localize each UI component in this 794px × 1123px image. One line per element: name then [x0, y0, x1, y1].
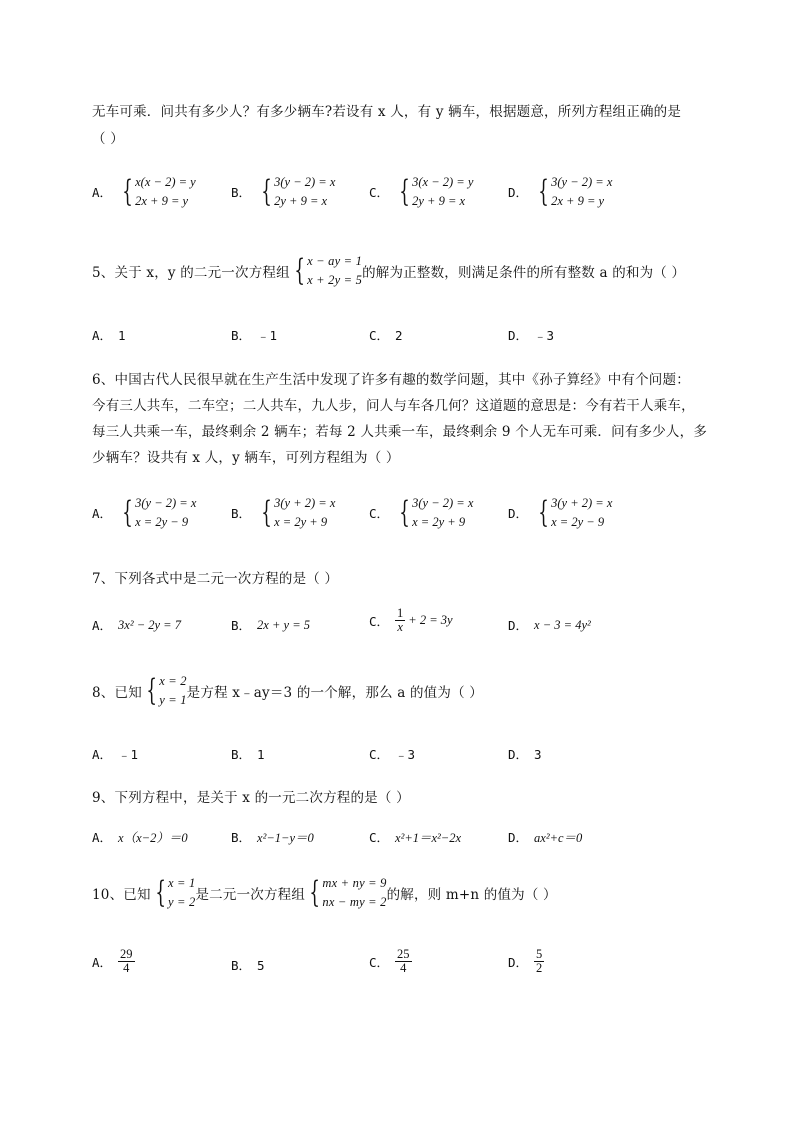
- q6-option-a[interactable]: [92, 494, 196, 532]
- equation-system: [118, 494, 196, 532]
- option-value: 1: [257, 746, 265, 762]
- equation-system: [142, 672, 187, 710]
- equation-system: [151, 874, 196, 912]
- equation-line: x = 2y − 9: [551, 515, 605, 529]
- option-label: D．: [508, 185, 529, 200]
- q5-suffix: 的解为正整数，则满足条件的所有整数 a 的和为（ ）: [362, 265, 686, 281]
- option-label: A．: [92, 328, 113, 343]
- brace-icon: {: [261, 495, 272, 530]
- q8-option-b[interactable]: [231, 745, 271, 763]
- fraction-numerator: 1: [397, 606, 404, 620]
- q10-prefix: 10、已知: [92, 887, 151, 903]
- q5-option-a[interactable]: [92, 326, 132, 344]
- q7-option-a[interactable]: [92, 616, 181, 634]
- option-label: D．: [508, 954, 529, 970]
- equation-system: [305, 874, 387, 912]
- q6-stem-line1: 6、中国古代人民很早就在生产生活中发现了许多有趣的数学问题，其中《孙子算经》中有个问题：: [92, 372, 690, 388]
- fraction-numerator: 29: [120, 947, 133, 961]
- equation-line: x(x − 2) = y: [135, 175, 196, 189]
- q10-middle: 是二元一次方程组: [195, 887, 306, 903]
- q10-option-a[interactable]: [92, 948, 135, 975]
- equation-line: y = 2: [167, 895, 196, 909]
- brace-icon: {: [122, 174, 133, 209]
- fraction-denominator: 4: [123, 961, 130, 975]
- option-value: ﹣3: [395, 747, 416, 762]
- q7-option-c[interactable]: [369, 607, 453, 634]
- fraction-numerator: 25: [397, 947, 410, 961]
- q8-suffix: 是方程 x﹣ay＝3 的一个解，那么 a 的值为（ ）: [186, 685, 483, 701]
- equation-line: 2x + 9 = y: [551, 194, 605, 208]
- option-label: A．: [92, 954, 113, 970]
- brace-icon: {: [309, 875, 321, 910]
- fraction: [395, 607, 405, 634]
- q4-stem-line2: （ ）: [92, 131, 124, 147]
- brace-icon: {: [261, 174, 272, 209]
- option-value: x − 3 = 4y²: [534, 617, 591, 632]
- option-label: C．: [369, 830, 390, 845]
- option-label: B．: [231, 185, 252, 200]
- option-label: A．: [92, 185, 113, 200]
- equation-line: 3(y − 2) = x: [135, 496, 197, 510]
- option-label: D．: [508, 328, 529, 343]
- equation-line: 3(y + 2) = x: [551, 496, 613, 510]
- q5-prefix: 5、关于 x，y 的二元一次方程组: [92, 265, 290, 281]
- option-value: 5: [257, 957, 265, 973]
- q5-stem: [92, 252, 685, 290]
- equation-system: [118, 173, 196, 211]
- option-label: B．: [231, 506, 252, 521]
- option-value: ax²+c＝0: [534, 831, 583, 845]
- q6-option-b[interactable]: [231, 494, 335, 532]
- q7-stem: 7、下列各式中是二元一次方程的是（ ）: [92, 571, 339, 587]
- q4-option-a[interactable]: [92, 173, 196, 211]
- q10-option-c[interactable]: [369, 948, 412, 975]
- equation-system: [257, 494, 335, 532]
- brace-icon: {: [155, 875, 166, 910]
- q7-option-d[interactable]: [508, 616, 591, 634]
- option-label: C．: [369, 506, 390, 521]
- option-label: A．: [92, 747, 113, 762]
- q6-option-c[interactable]: [369, 494, 473, 532]
- brace-icon: {: [399, 495, 410, 530]
- equation-line: x = 2: [159, 674, 187, 688]
- q6-stem-line3: 每三人共乘一车，最终剩余 2 辆车；若每 2 人共乘一车，最终剩余 9 个人无车可乘．问有多少人，多: [92, 424, 708, 440]
- equation-line: 3(y − 2) = x: [274, 175, 336, 189]
- equation-line: mx + ny = 9: [322, 876, 387, 890]
- brace-icon: {: [294, 253, 305, 288]
- option-value: x（x−2）＝0: [118, 831, 188, 845]
- equation-system: [534, 494, 612, 532]
- q9-option-a[interactable]: [92, 828, 188, 846]
- q8-option-a[interactable]: [92, 745, 144, 763]
- option-label: B．: [231, 830, 252, 845]
- option-label: B．: [231, 958, 252, 973]
- option-value: 3x² − 2y = 7: [118, 617, 181, 632]
- option-label: A．: [92, 506, 113, 521]
- fraction: [534, 948, 544, 975]
- option-value: ﹣3: [534, 328, 555, 343]
- q6-stem-line4: 少辆车？设共有 x 人，y 辆车，可列方程组为（ ）: [92, 450, 400, 466]
- q5-option-b[interactable]: [231, 326, 283, 344]
- option-label: A．: [92, 618, 113, 633]
- q6-stem-line2: 今有三人共车，二车空；二人共车，九人步，问人与车各几何？这道题的意思是：今有若干人乘车，: [92, 398, 695, 414]
- option-label: D．: [508, 747, 529, 762]
- equation-line: y = 1: [159, 693, 187, 707]
- fraction: [395, 948, 412, 975]
- option-value: + 2 = 3y: [408, 613, 453, 627]
- option-label: B．: [231, 747, 252, 762]
- equation-system: [534, 173, 612, 211]
- equation-line: x + 2y = 5: [307, 273, 363, 287]
- equation-system: [290, 252, 362, 290]
- q8-option-d[interactable]: [508, 745, 548, 763]
- option-value: x²+1＝x²−2x: [395, 831, 462, 845]
- q4-option-b[interactable]: [231, 173, 335, 211]
- option-label: C．: [369, 613, 390, 629]
- q10-option-d[interactable]: [508, 948, 544, 975]
- option-value: ﹣1: [118, 747, 139, 762]
- equation-line: 3(x − 2) = y: [412, 175, 474, 189]
- equation-line: x = 2y + 9: [412, 515, 466, 529]
- equation-line: 2y + 9 = x: [274, 194, 328, 208]
- option-label: C．: [369, 328, 390, 343]
- equation-line: 3(y − 2) = x: [551, 175, 613, 189]
- q6-option-d[interactable]: [508, 494, 612, 532]
- option-label: C．: [369, 747, 390, 762]
- equation-system: [395, 494, 473, 532]
- brace-icon: {: [122, 495, 133, 530]
- option-label: D．: [508, 618, 529, 633]
- fraction-denominator: 4: [400, 961, 407, 975]
- option-label: D．: [508, 506, 529, 521]
- brace-icon: {: [399, 174, 410, 209]
- option-value: x²−1−y＝0: [257, 831, 314, 845]
- equation-line: 2x + 9 = y: [135, 194, 189, 208]
- q5-option-d[interactable]: [508, 326, 560, 344]
- q8-option-c[interactable]: [369, 745, 421, 763]
- q4-option-d[interactable]: [508, 173, 612, 211]
- q10-option-b[interactable]: [231, 956, 271, 974]
- q9-option-b[interactable]: [231, 828, 314, 846]
- option-label: B．: [231, 328, 252, 343]
- q9-option-c[interactable]: [369, 828, 461, 846]
- q8-stem: [92, 672, 483, 710]
- option-value: 2: [395, 327, 403, 343]
- option-label: C．: [369, 954, 390, 970]
- equation-line: nx − my = 2: [322, 895, 387, 909]
- q4-option-c[interactable]: [369, 173, 473, 211]
- equation-line: x = 1: [167, 876, 196, 890]
- q5-option-c[interactable]: [369, 326, 409, 344]
- q4-stem-line1: 无车可乘．问共有多少人？有多少辆车?若设有 x 人，有 y 辆车，根据题意，所列方程组正确的是: [92, 104, 682, 120]
- equation-system: [395, 173, 473, 211]
- fraction: [118, 948, 135, 975]
- option-value: 3: [534, 746, 542, 762]
- option-value: 2x + y = 5: [257, 617, 310, 632]
- q10-suffix: 的解，则 m+n 的值为（ ）: [386, 887, 557, 903]
- option-label: B．: [231, 618, 252, 633]
- fraction-denominator: x: [397, 620, 403, 634]
- equation-system: [257, 173, 335, 211]
- q9-option-d[interactable]: [508, 828, 582, 846]
- equation-line: x = 2y − 9: [135, 515, 189, 529]
- brace-icon: {: [538, 495, 549, 530]
- option-label: A．: [92, 830, 113, 845]
- fraction-denominator: 2: [536, 961, 543, 975]
- equation-line: x = 2y + 9: [274, 515, 328, 529]
- fraction-numerator: 5: [536, 947, 543, 961]
- option-label: C．: [369, 185, 390, 200]
- q10-stem: [92, 874, 557, 912]
- equation-line: x − ay = 1: [307, 254, 363, 268]
- q7-option-b[interactable]: [231, 616, 310, 634]
- equation-line: 3(y + 2) = x: [274, 496, 336, 510]
- q8-prefix: 8、已知: [92, 685, 142, 701]
- option-value: ﹣1: [257, 328, 278, 343]
- q9-stem: 9、下列方程中，是关于 x 的一元二次方程的是（ ）: [92, 790, 410, 806]
- equation-line: 3(y − 2) = x: [412, 496, 474, 510]
- brace-icon: {: [538, 174, 549, 209]
- brace-icon: {: [146, 673, 157, 708]
- option-label: D．: [508, 830, 529, 845]
- equation-line: 2y + 9 = x: [412, 194, 466, 208]
- option-value: 1: [118, 327, 126, 343]
